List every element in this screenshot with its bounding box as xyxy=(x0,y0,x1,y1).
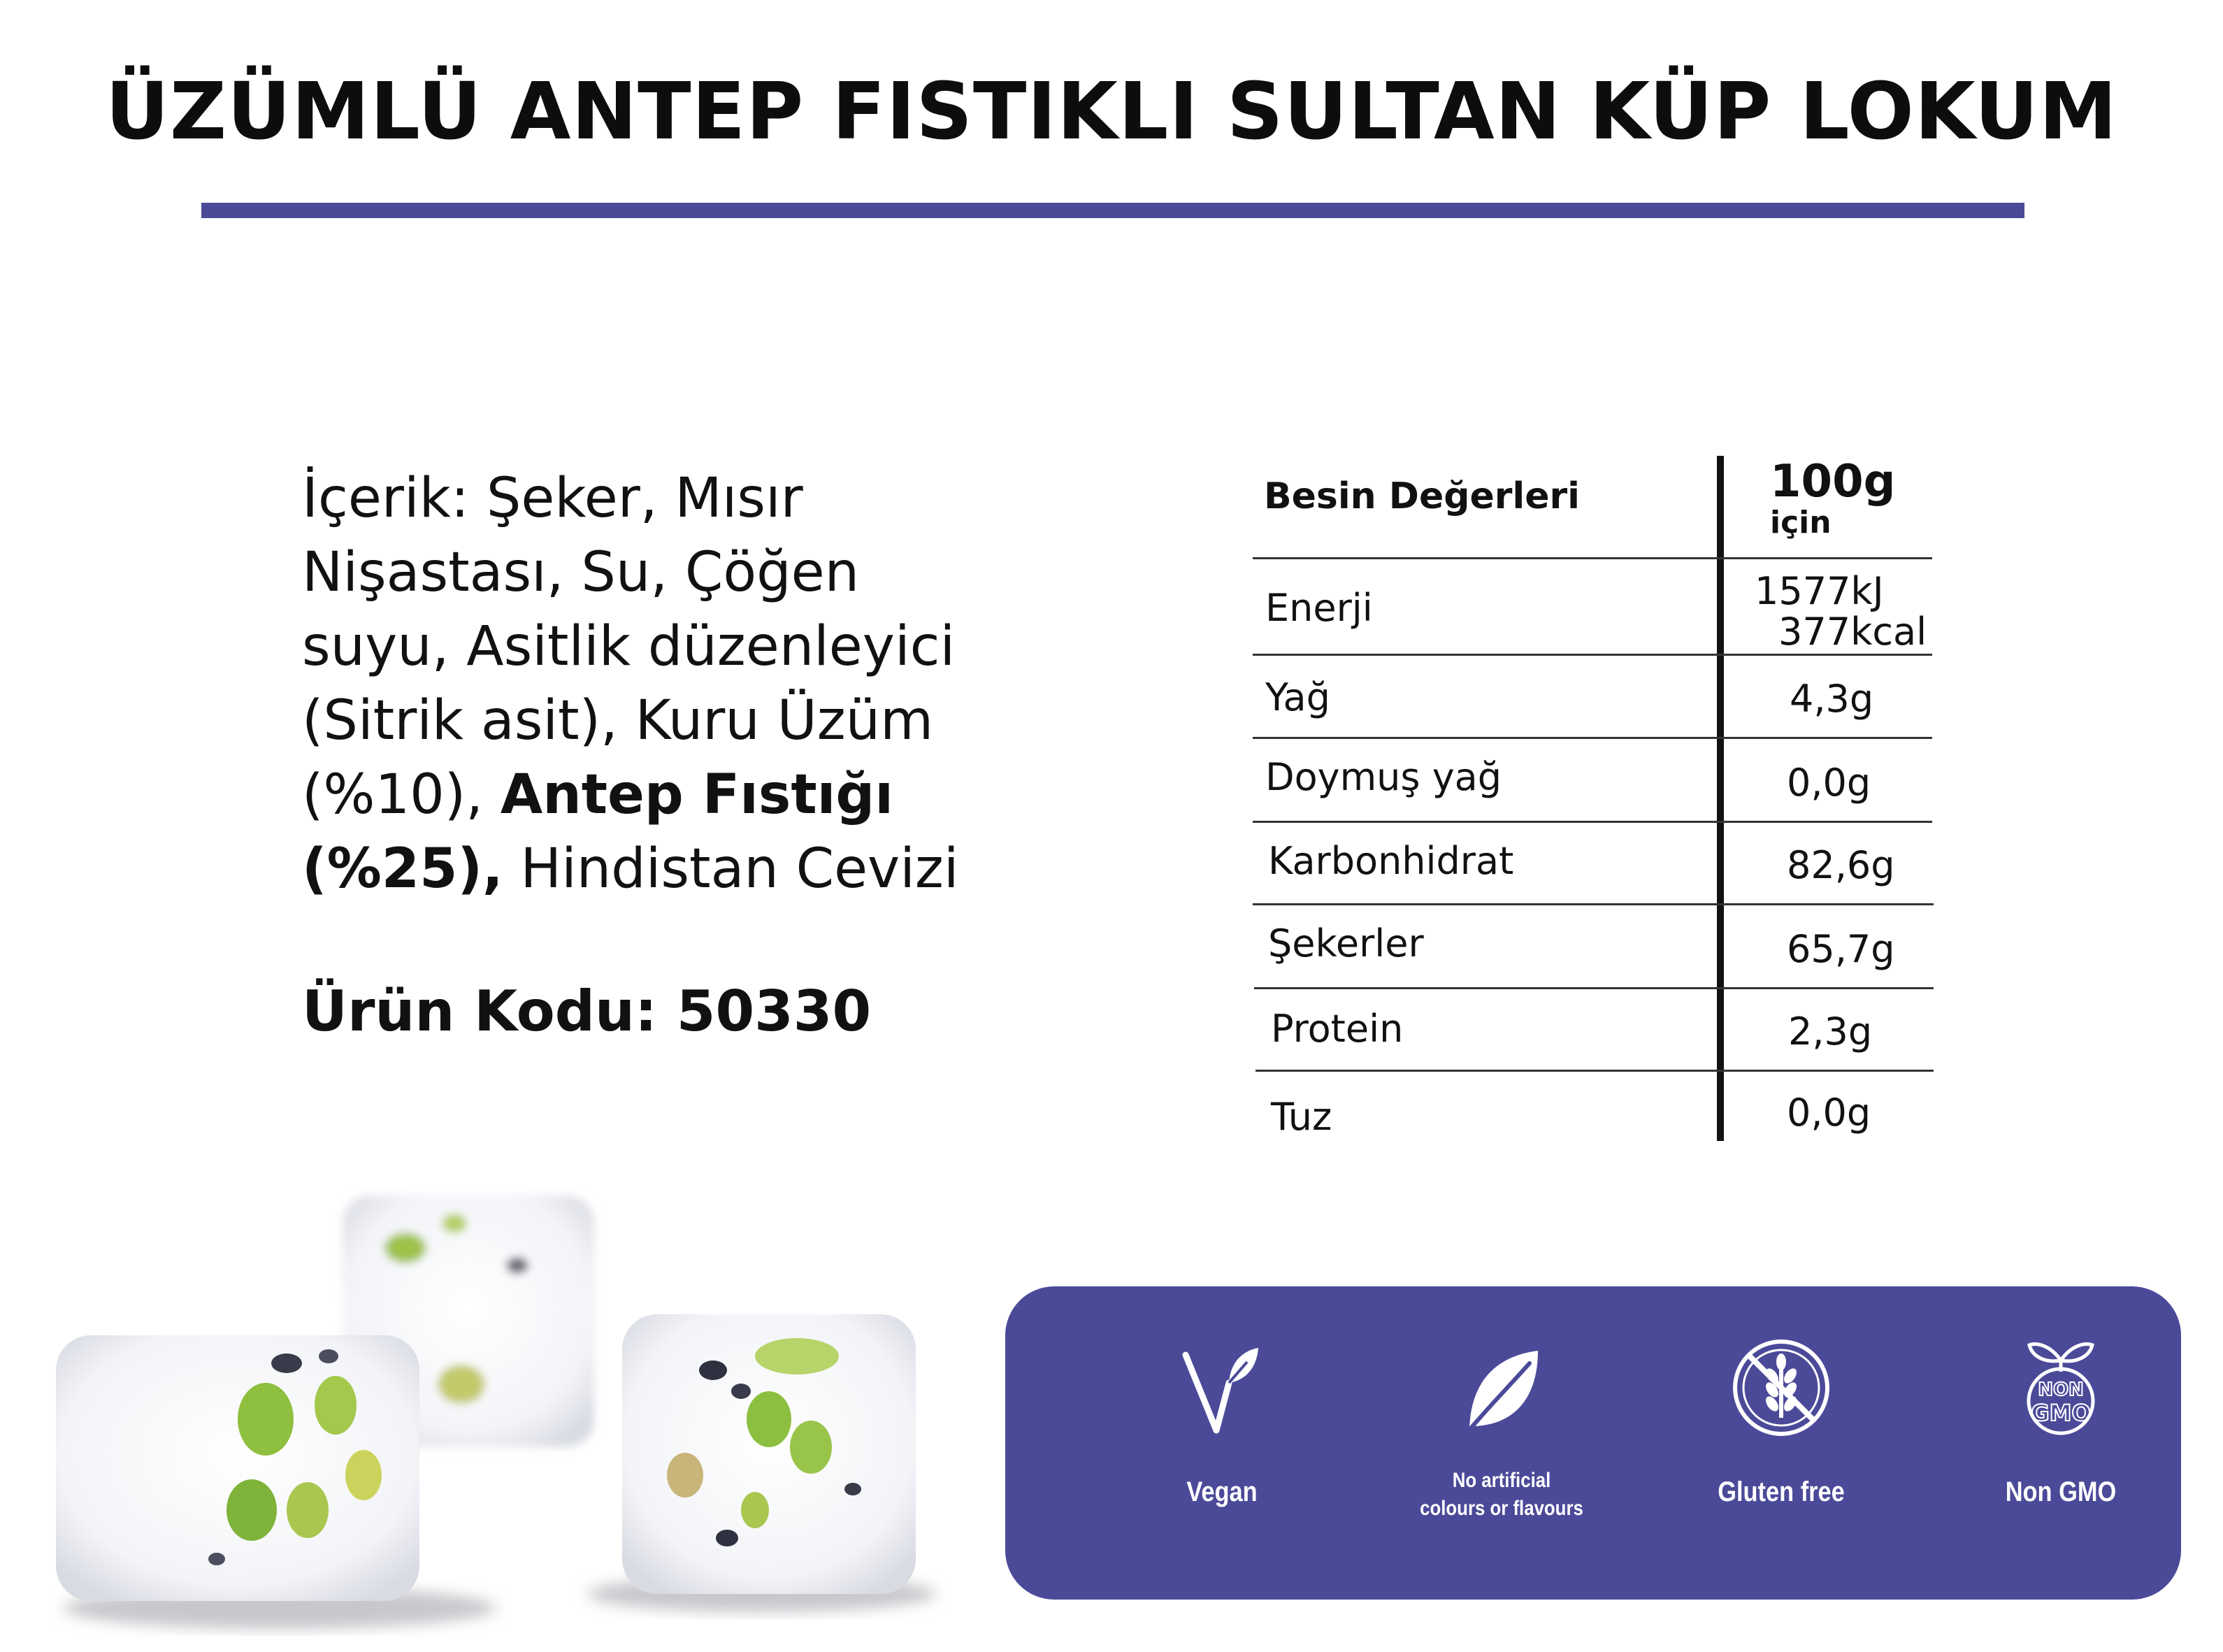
ingredients-line: İçerik: Şeker, Mısır xyxy=(302,467,803,530)
feature-label-line: No artificial xyxy=(1452,1469,1551,1492)
ingredients-text-normal: Hindistan Cevizi xyxy=(503,838,959,900)
nutrition-row-name: Şekerler xyxy=(1268,921,1424,965)
nutrition-row-value: 0,0g xyxy=(1787,761,1871,805)
nutrition-row-value: 2,3g xyxy=(1788,1010,1873,1054)
nutrition-row-name: Protein xyxy=(1271,1007,1404,1051)
nutrition-row-value: 82,6g xyxy=(1787,843,1895,887)
feature-gluten-free xyxy=(1655,1286,1907,1600)
nutrition-header-label: Besin Değerleri xyxy=(1264,475,1580,517)
leaf-icon xyxy=(1460,1341,1544,1439)
ingredients-line: (Sitrik asit), Kuru Üzüm xyxy=(302,689,934,752)
feature-label: Vegan xyxy=(1186,1477,1258,1507)
feature-label: Gluten free xyxy=(1718,1477,1845,1507)
table-divider xyxy=(1253,821,1932,823)
nutrition-header-unit: 100g xyxy=(1770,456,1896,508)
non-gmo-badge-top: NON xyxy=(2038,1379,2084,1400)
nutrition-row-name: Yağ xyxy=(1265,675,1330,719)
ingredients-text xyxy=(302,461,1071,906)
vegan-icon xyxy=(1180,1341,1264,1439)
ingredients-line: suyu, Asitlik düzenleyici xyxy=(302,615,956,678)
ingredients-text-bold: Antep Fıstığı xyxy=(500,763,893,826)
nutrition-row-value-secondary: 377kcal xyxy=(1778,610,1927,654)
page-title: ÜZÜMLÜ ANTEP FISTIKLI SULTAN KÜP LOKUM xyxy=(105,66,2118,157)
nutrition-row-name: Karbonhidrat xyxy=(1268,839,1514,883)
ingredients-text-normal: (%10), xyxy=(302,763,501,826)
table-divider xyxy=(1253,903,1934,905)
product-photo xyxy=(42,1181,993,1636)
nutrition-row-value: 4,3g xyxy=(1790,677,1874,721)
feature-no-artificial xyxy=(1376,1286,1627,1600)
feature-label: Non GMO xyxy=(2005,1477,2117,1507)
product-code: Ürün Kodu: 50330 xyxy=(302,979,872,1044)
table-column-divider xyxy=(1717,456,1724,1141)
nutrition-row-value: 1577kJ xyxy=(1755,569,1884,613)
nutrition-row-value: 0,0g xyxy=(1787,1091,1871,1135)
feature-vegan xyxy=(1096,1286,1348,1600)
nutrition-header-unit-sub: için xyxy=(1770,505,1832,540)
nutrition-row-name: Enerji xyxy=(1265,586,1373,630)
nutrition-row-name: Doymuş yağ xyxy=(1265,755,1502,799)
lokum-cube-left xyxy=(56,1335,419,1601)
nutrition-row-value: 65,7g xyxy=(1787,927,1895,971)
feature-badges-panel xyxy=(1005,1286,2181,1600)
non-gmo-badge-bottom: GMO xyxy=(2031,1400,2091,1426)
ingredients-line xyxy=(302,758,1071,832)
non-gmo-icon xyxy=(2008,1333,2113,1437)
table-divider xyxy=(1254,987,1934,989)
table-divider xyxy=(1253,557,1932,559)
table-divider xyxy=(1253,737,1932,739)
table-divider xyxy=(1253,654,1932,656)
ingredients-line xyxy=(302,832,1071,906)
feature-label-line: colours or flavours xyxy=(1420,1497,1583,1520)
nutrition-row-name: Tuz xyxy=(1271,1095,1332,1139)
ingredients-line: Nişastası, Su, Çöğen xyxy=(302,541,860,604)
feature-label xyxy=(1393,1467,1610,1523)
feature-non-gmo xyxy=(1935,1286,2187,1600)
lokum-cube-right xyxy=(622,1314,916,1594)
table-divider xyxy=(1256,1070,1934,1072)
ingredients-text-bold: (%25), xyxy=(302,838,503,900)
gluten-free-icon xyxy=(1729,1335,1834,1440)
title-underline xyxy=(201,203,2024,218)
